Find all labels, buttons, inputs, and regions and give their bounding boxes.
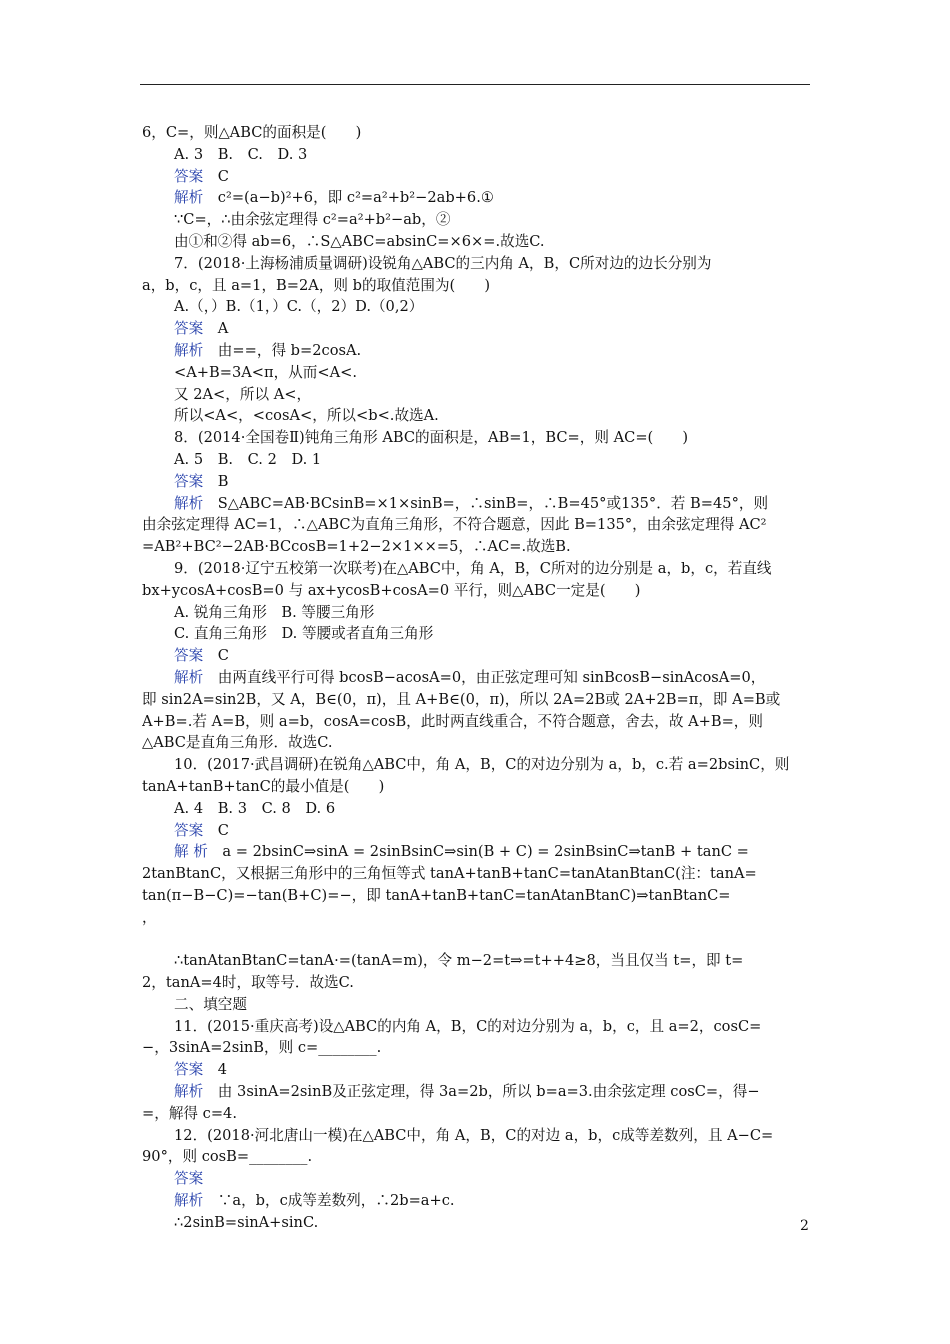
text-line <box>142 1103 808 1125</box>
text-line <box>142 754 808 776</box>
line-text: 12．(2018·河北唐山一模)在△ABC中，角 A，B，C的对边 a，b，c成等差数列，且 A−C= <box>174 1126 774 1144</box>
line-text: 由 3sinA=2sinB及正弦定理，得 3a=2b，所以 b=a=3.由余弦定理 cosC=，得− <box>203 1083 760 1101</box>
text-line <box>142 231 808 253</box>
text-line <box>142 994 808 1016</box>
text-line <box>142 907 808 929</box>
line-text: tanA+tanB+tanC的最小值是( ) <box>142 777 385 795</box>
line-text: A. 4 B. 3 C. 8 D. 6 <box>174 799 336 817</box>
line-text: 所以<A<，<cosA<，所以<b<.故选A. <box>174 407 439 425</box>
text-line <box>142 863 808 885</box>
line-text: A.（，）B.（1，）C.（，2）D.（0,2） <box>174 298 424 316</box>
line-text: ∴tanAtanBtanC=tanA·=(tanA=m)，令 m−2=t⇒=t++4≥8，当且仅当 t=，即 t= <box>174 952 744 970</box>
text-line <box>142 667 808 689</box>
line-text: ∵C=，∴由余弦定理得 c²=a²+b²−ab，② <box>174 211 451 229</box>
text-line <box>142 514 808 536</box>
text-line <box>142 340 808 362</box>
line-text: a，b，c，且 a=1，B=2A，则 b的取值范围为( ) <box>142 276 491 294</box>
analysis-label: 解 析 <box>174 843 208 861</box>
answer-label: 答案 <box>174 1061 204 1079</box>
answer-label: 答案 <box>174 821 204 839</box>
text-line <box>142 144 808 166</box>
analysis-label: 解析 <box>174 341 204 359</box>
line-text: 6，C=，则△ABC的面积是( ) <box>142 124 362 141</box>
line-text: 8．(2014·全国卷Ⅱ)钝角三角形 ABC的面积是，AB=1，BC=，则 AC=( ) <box>174 429 689 447</box>
text-line <box>142 1037 808 1059</box>
line-text: 2，tanA=4时，取等号．故选C. <box>142 974 354 992</box>
line-text: A <box>203 320 229 338</box>
text-line <box>142 427 808 449</box>
line-text: 90°，则 cosB=________. <box>142 1148 313 1166</box>
line-text: C <box>203 821 229 839</box>
answer-label: 答案 <box>174 320 204 338</box>
text-line <box>142 972 808 994</box>
text-line <box>142 493 808 515</box>
text-line <box>142 645 808 667</box>
line-text: C <box>203 647 229 665</box>
text-line <box>142 536 808 558</box>
document-body <box>142 122 808 1234</box>
text-line <box>142 318 808 340</box>
line-text: c²=(a−b)²+6，即 c²=a²+b²−2ab+6.① <box>203 189 494 207</box>
text-line <box>142 841 808 863</box>
line-text: =AB²+BC²−2AB·BCcosB=1+2−2×1××=5，∴AC=.故选B. <box>142 538 571 556</box>
line-text: A. 5 B. C. 2 D. 1 <box>174 450 322 468</box>
answer-label: 答案 <box>174 167 204 185</box>
line-text: 由==，得 b=2cosA. <box>203 341 362 359</box>
text-line <box>142 776 808 798</box>
line-text: A. 锐角三角形 B. 等腰三角形 <box>174 603 375 621</box>
text-line <box>142 885 808 907</box>
line-text: ∴2sinB=sinA+sinC. <box>174 1213 319 1231</box>
line-text: A. 3 B. C. D. 3 <box>174 145 308 163</box>
line-text: 由余弦定理得 AC=1，∴△ABC为直角三角形，不符合题意，因此 B=135°，由余弦定理得 AC² <box>142 516 767 534</box>
text-line <box>142 558 808 580</box>
text-line <box>142 798 808 820</box>
text-line <box>142 623 808 645</box>
line-text: 4 <box>203 1061 228 1079</box>
line-text: tan(π−B−C)=−tan(B+C)=−，即 tanA+tanB+tanC=tanAtanBtanC)⇒tanBtanC= <box>142 886 731 904</box>
line-text: 7．(2018·上海杨浦质量调研)设锐角△ABC的三内角 A，B，C所对边的边长分别为 <box>174 254 712 272</box>
analysis-label: 解析 <box>174 189 204 207</box>
line-text: ， <box>142 908 157 926</box>
text-line <box>142 1059 808 1081</box>
text-line <box>142 296 808 318</box>
page-number: 2 <box>800 1218 809 1234</box>
text-line <box>142 602 808 624</box>
answer-label: 答案 <box>174 472 204 490</box>
analysis-label: 解析 <box>174 1192 204 1210</box>
line-text: 二、填空题 <box>174 995 247 1013</box>
line-text: C. 直角三角形 D. 等腰或者直角三角形 <box>174 625 434 643</box>
text-line <box>142 820 808 842</box>
text-line <box>142 1146 808 1168</box>
text-line <box>142 384 808 406</box>
text-line <box>142 209 808 231</box>
text-line <box>142 732 808 754</box>
line-text: a = 2bsinC⇒sinA = 2sinBsinC⇒sin(B + C) = 2sinBsinC⇒tanB + tanC = <box>207 843 749 861</box>
line-text: 由①和②得 ab=6，∴S△ABC=absinC=×6×=.故选C. <box>174 232 545 250</box>
text-line <box>142 711 808 733</box>
text-line <box>142 405 808 427</box>
line-text: 2tanBtanC，又根据三角形中的三角恒等式 tanA+tanB+tanC=tanAtanBtanC(注：tanA= <box>142 865 757 883</box>
text-line <box>142 122 808 144</box>
text-line <box>142 950 808 972</box>
text-line <box>142 689 808 711</box>
text-line <box>142 362 808 384</box>
line-text: 又 2A<，所以 A<， <box>174 385 312 403</box>
line-text: ∵a，b，c成等差数列，∴2b=a+c. <box>203 1192 455 1210</box>
line-text: △ABC是直角三角形．故选C. <box>142 734 333 752</box>
text-line <box>142 1081 808 1103</box>
line-text: −，3sinA=2sinB，则 c=________. <box>142 1039 382 1057</box>
text-line <box>142 166 808 188</box>
line-text: =，解得 c=4. <box>142 1104 237 1122</box>
line-text: S△ABC=AB·BCsinB=×1×sinB=，∴sinB=，∴B=45°或135°．若 B=45°，则 <box>203 494 769 512</box>
text-line <box>142 928 808 950</box>
line-text: 10．(2017·武昌调研)在锐角△ABC中，角 A，B，C的对边分别为 a，b，c.若 a=2bsinC，则 <box>174 756 790 774</box>
line-text: 9．(2018·辽宁五校第一次联考)在△ABC中，角 A，B，C所对的边分别是 a，b，c，若直线 <box>174 559 772 577</box>
line-text: bx+ycosA+cosB=0 与 ax+ycosB+cosA=0 平行，则△ABC一定是( ) <box>142 581 641 599</box>
header-rule <box>140 84 810 85</box>
line-text: B <box>203 472 229 490</box>
text-line <box>142 1190 808 1212</box>
line-text: 即 sin2A=sin2B，又 A，B∈(0，π)，且 A+B∈(0，π)，所以 2A=2B或 2A+2B=π，即 A=B或 <box>142 690 781 708</box>
answer-label: 答案 <box>174 647 204 665</box>
line-text: C <box>203 167 229 185</box>
text-line <box>142 1168 808 1190</box>
text-line <box>142 449 808 471</box>
line-text: <A+B=3A<π，从而<A<. <box>174 363 358 381</box>
analysis-label: 解析 <box>174 494 204 512</box>
analysis-label: 解析 <box>174 1083 204 1101</box>
text-line <box>142 1016 808 1038</box>
analysis-label: 解析 <box>174 668 204 686</box>
text-line <box>142 187 808 209</box>
text-line <box>142 1212 808 1234</box>
text-line <box>142 1125 808 1147</box>
answer-label: 答案 <box>174 1170 204 1188</box>
text-line <box>142 253 808 275</box>
text-line <box>142 580 808 602</box>
line-text: 11．(2015·重庆高考)设△ABC的内角 A，B，C的对边分别为 a，b，c，且 a=2，cosC= <box>174 1017 762 1035</box>
line-text: A+B=.若 A=B，则 a=b，cosA=cosB，此时两直线重合，不符合题意，舍去，故 A+B=，则 <box>142 712 763 730</box>
text-line <box>142 275 808 297</box>
line-text: 由两直线平行可得 bcosB−acosA=0，由正弦定理可知 sinBcosB−sinAcosA=0， <box>203 668 766 686</box>
text-line <box>142 471 808 493</box>
